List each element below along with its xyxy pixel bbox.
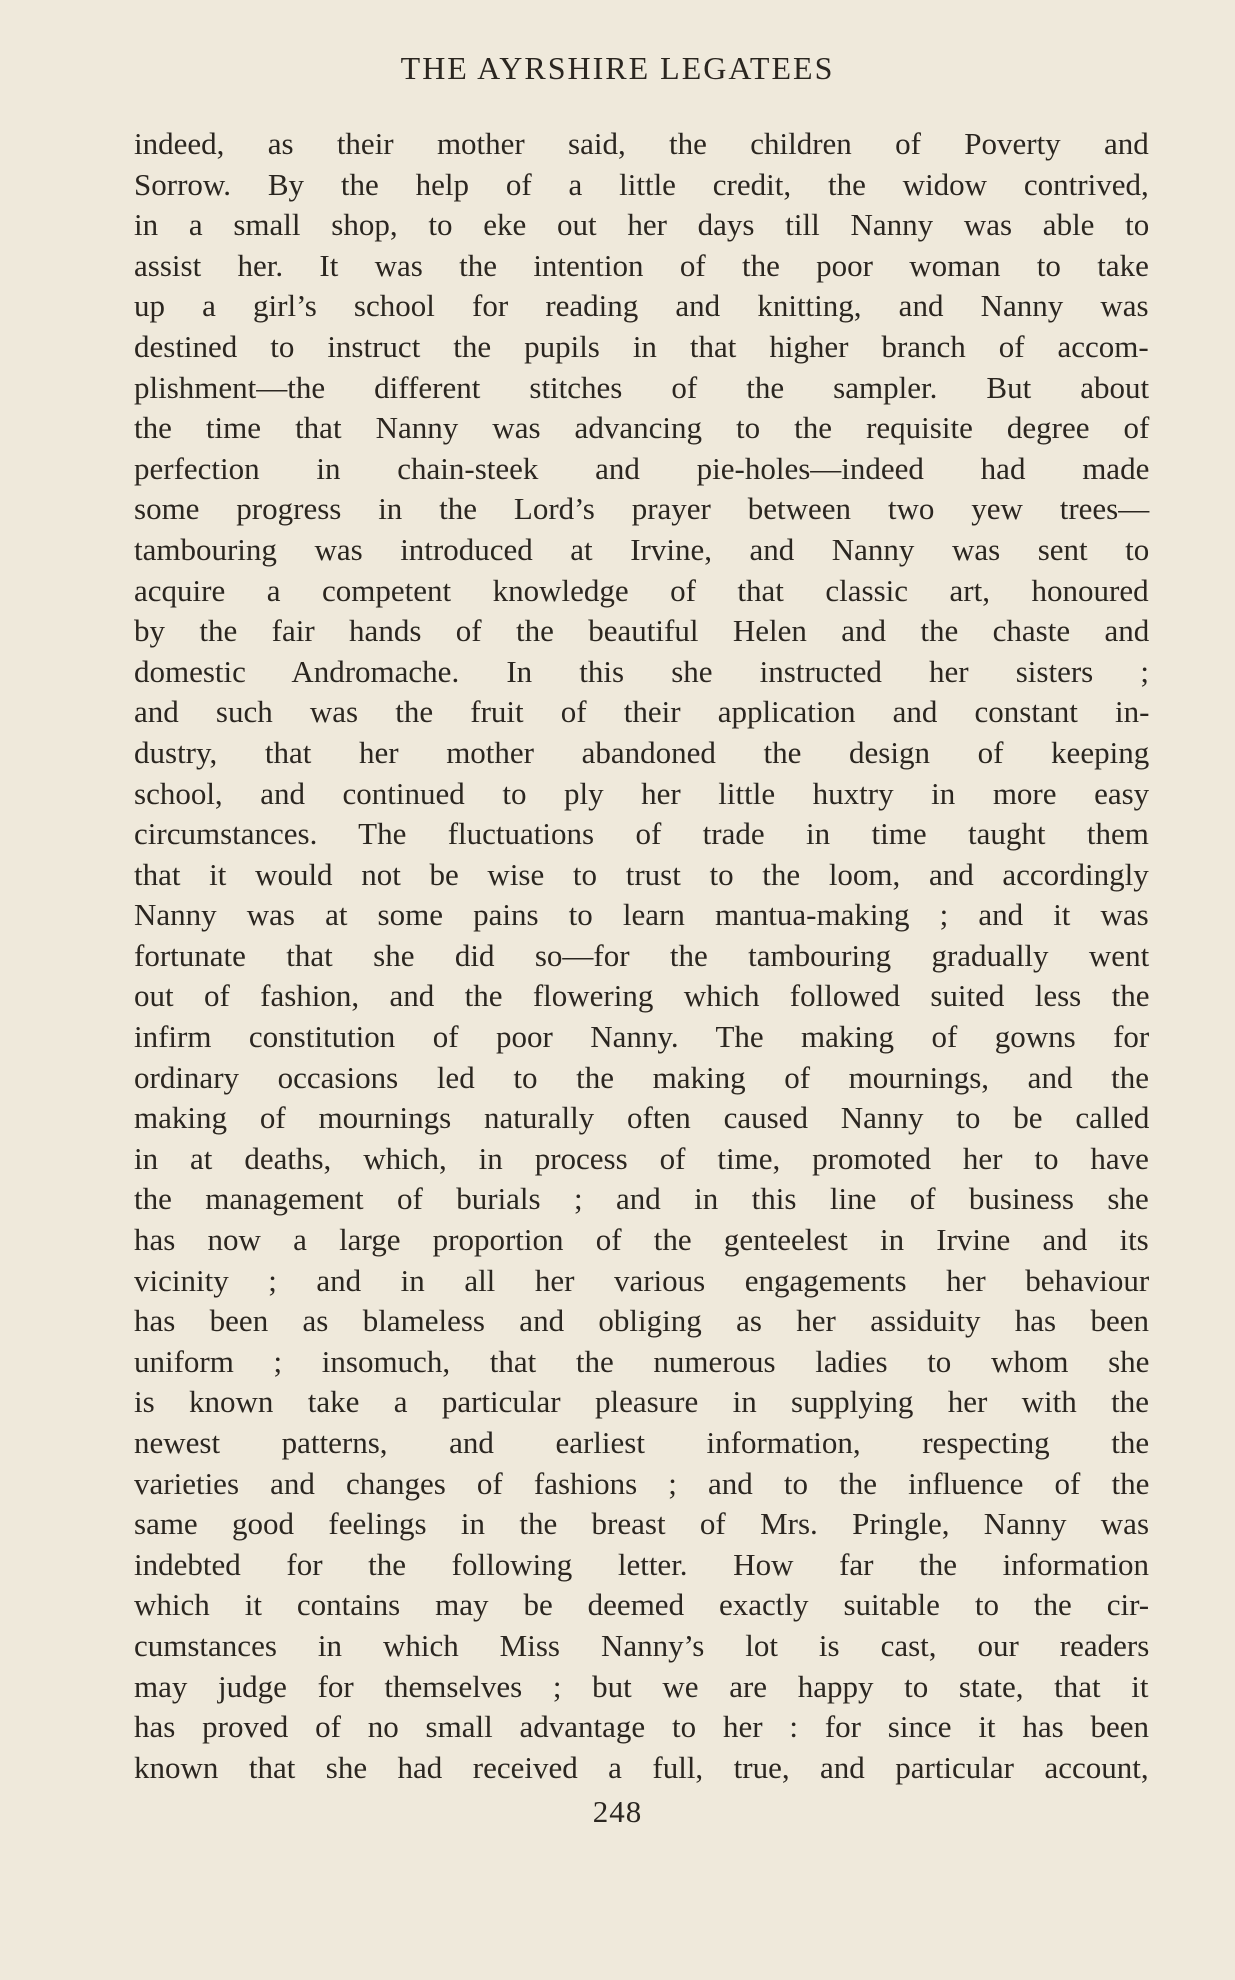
- text-line: newest patterns, and earliest information, respecting the: [134, 1425, 1150, 1460]
- text-line: making of mournings naturally often caused Nanny to be called: [134, 1100, 1150, 1136]
- text-line: cumstances in which Miss Nanny’s lot is cast, our readers: [134, 1627, 1150, 1663]
- text-line: uniform ; insomuch, that the numerous ladies to whom she: [134, 1343, 1150, 1379]
- text-line: tambouring was introduced at Irvine, and Nanny was sent to: [134, 531, 1150, 567]
- text-line: in a small shop, to eke out her days till Nanny was able to: [134, 207, 1150, 243]
- text-line: domestic Andromache. In this she instructed her sisters ;: [134, 653, 1149, 689]
- text-line: fortunate that she did so—for the tambouring gradually went: [134, 937, 1150, 973]
- text-line: the management of burials ; and in this line of business she: [134, 1181, 1149, 1217]
- text-line: in at deaths, which, in process of time, promoted her to have: [134, 1140, 1149, 1176]
- text-line: has now a large proportion of the genteelest in Irvine and its: [134, 1222, 1149, 1258]
- text-line: school, and continued to ply her little huxtry in more easy: [134, 775, 1150, 811]
- text-line: acquire a competent knowledge of that classic art, honoured: [134, 572, 1149, 608]
- running-head: THE AYRSHIRE LEGATEES: [400, 50, 835, 86]
- text-line: indebted for the following letter. How far the information: [134, 1546, 1149, 1582]
- text-line: may judge for themselves ; but we are happy to state, that it: [134, 1668, 1149, 1704]
- text-line: infirm constitution of poor Nanny. The making of gowns for: [134, 1019, 1150, 1055]
- text-line: varieties and changes of fashions ; and to the influence of the: [134, 1465, 1150, 1501]
- body-text: [134, 124, 1149, 1788]
- text-line: and such was the fruit of their application and constant in-: [134, 694, 1150, 730]
- text-line: which it contains may be deemed exactly suitable to the cir-: [134, 1587, 1150, 1623]
- text-line: plishment—the different stitches of the sampler. But about: [134, 369, 1150, 405]
- text-line: dustry, that her mother abandoned the design of keeping: [134, 734, 1150, 770]
- text-line: out of fashion, and the flowering which followed suited less the: [134, 978, 1150, 1014]
- text-line: ordinary occasions led to the making of mournings, and the: [134, 1059, 1149, 1095]
- text-line: the time that Nanny was advancing to the requisite degree of: [134, 410, 1150, 446]
- text-line: Sorrow. By the help of a little credit, the widow contrived,: [134, 166, 1149, 202]
- text-line: destined to instruct the pupils in that higher branch of accom-: [134, 328, 1149, 364]
- text-line: circumstances. The fluctuations of trade in time taught them: [134, 816, 1149, 852]
- text-line: assist her. It was the intention of the poor woman to take: [134, 247, 1149, 283]
- text-line: has proved of no small advantage to her : for since it has been: [134, 1709, 1150, 1745]
- text-line: that it would not be wise to trust to the loom, and accordingly: [134, 856, 1149, 892]
- text-line: is known take a particular pleasure in supplying her with the: [134, 1384, 1149, 1420]
- text-line: indeed, as their mother said, the children of Poverty and: [134, 126, 1149, 161]
- text-line: Nanny was at some pains to learn mantua-making ; and it was: [134, 897, 1149, 933]
- text-line: some progress in the Lord’s prayer between two yew trees—: [134, 491, 1150, 527]
- text-line: up a girl’s school for reading and knitting, and Nanny was: [134, 288, 1149, 324]
- page-number: 248: [592, 1794, 643, 1829]
- text-line: same good feelings in the breast of Mrs. Pringle, Nanny was: [134, 1506, 1150, 1542]
- text-line: by the fair hands of the beautiful Helen and the chaste and: [134, 613, 1150, 649]
- text-line: vicinity ; and in all her various engagements her behaviour: [134, 1262, 1150, 1298]
- text-line: known that she had received a full, true, and particular account,: [134, 1749, 1149, 1785]
- text-line: has been as blameless and obliging as her assiduity has been: [134, 1303, 1149, 1339]
- text-line: perfection in chain-steek and pie-holes—indeed had made: [134, 450, 1150, 486]
